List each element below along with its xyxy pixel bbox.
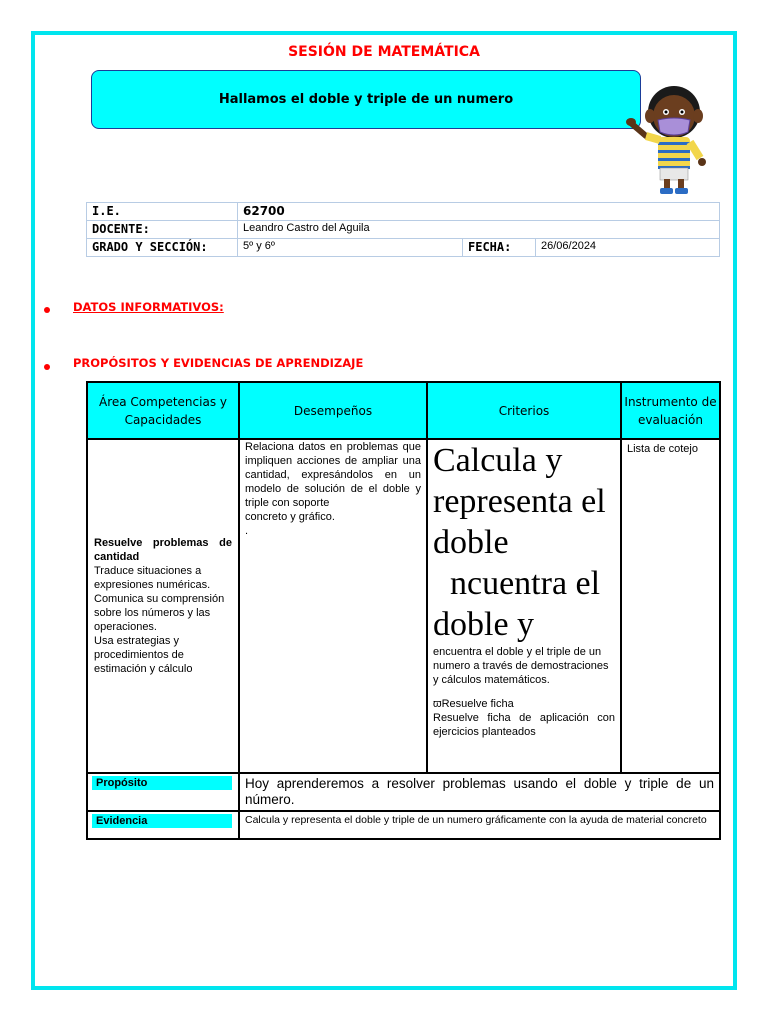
session-banner	[91, 70, 641, 129]
fecha-label: FECHA:	[463, 239, 536, 257]
fecha-value: 26/06/2024	[536, 239, 720, 257]
ie-value: 62700	[238, 203, 720, 221]
docente-value: Leandro Castro del Aguila	[238, 221, 720, 239]
session-subtitle: Hallamos el doble y triple de un numero	[218, 92, 514, 107]
ie-label: I.E.	[87, 203, 238, 221]
evidencia-text: Calcula y representa el doble y triple de un numero gráficamente con la ayuda de material concreto	[245, 814, 707, 826]
grado-value: 5º y 6º	[238, 239, 463, 257]
criterios-extra2: Resuelve ficha de aplicación con ejercicios planteados	[433, 712, 615, 738]
header-desempenos: Desempeños	[239, 382, 427, 439]
criterios-big-text: Calcula y representa el doble ncuentra el doble y	[433, 442, 606, 643]
criterios-small-text: encuentra el doble y el triple de un numero a través de demostraciones y cálculos matemáticos.	[433, 646, 609, 686]
page-title: SESIÓN DE MATEMÁTICA	[288, 44, 480, 60]
proposito-label-cell	[87, 773, 239, 811]
criterios-cell	[427, 439, 621, 773]
section-propositos: PROPÓSITOS Y EVIDENCIAS DE APRENDIZAJE	[73, 356, 364, 370]
proposito-label: Propósito	[92, 776, 232, 790]
docente-label: DOCENTE:	[87, 221, 238, 239]
evidencia-label-cell	[87, 811, 239, 839]
child-illustration	[624, 80, 714, 198]
bullet-icon	[44, 307, 50, 313]
evidencia-cell	[239, 811, 720, 839]
desempeno-cell	[239, 439, 427, 773]
competencia-cell	[87, 439, 239, 773]
criterios-extra1: ϖResuelve ficha	[433, 698, 514, 710]
proposito-cell	[239, 773, 720, 811]
bullet-icon	[44, 364, 50, 370]
grado-label: GRADO Y SECCIÓN:	[87, 239, 238, 257]
desempeno-text: Relaciona datos en problemas que impliquen acciones de ampliar una cantidad, expresándolos en un modelo de solución de el doble y triple con soporte concreto y gráfico. .	[245, 441, 421, 537]
header-instrumento: Instrumento de evaluación	[621, 382, 720, 439]
instrumento-text: Lista de cotejo	[627, 443, 698, 455]
info-table	[86, 202, 720, 257]
competencia-title: Resuelve problemas de cantidad	[94, 537, 232, 563]
header-criterios: Criterios	[427, 382, 621, 439]
proposito-text: Hoy aprenderemos a resolver problemas usando el doble y triple de un número.	[245, 776, 714, 807]
capacidades-text: Traduce situaciones a expresiones numéricas. Comunica su comprensión sobre los números y las operaciones. Usa estrategias y procedimientos de estimación y cálculo	[94, 565, 225, 675]
header-area: Área Competencias y Capacidades	[87, 382, 239, 439]
instrumento-cell	[621, 439, 720, 773]
section-datos-informativos: DATOS INFORMATIVOS:	[73, 300, 224, 314]
learning-table	[86, 381, 721, 840]
evidencia-label: Evidencia	[92, 814, 232, 828]
